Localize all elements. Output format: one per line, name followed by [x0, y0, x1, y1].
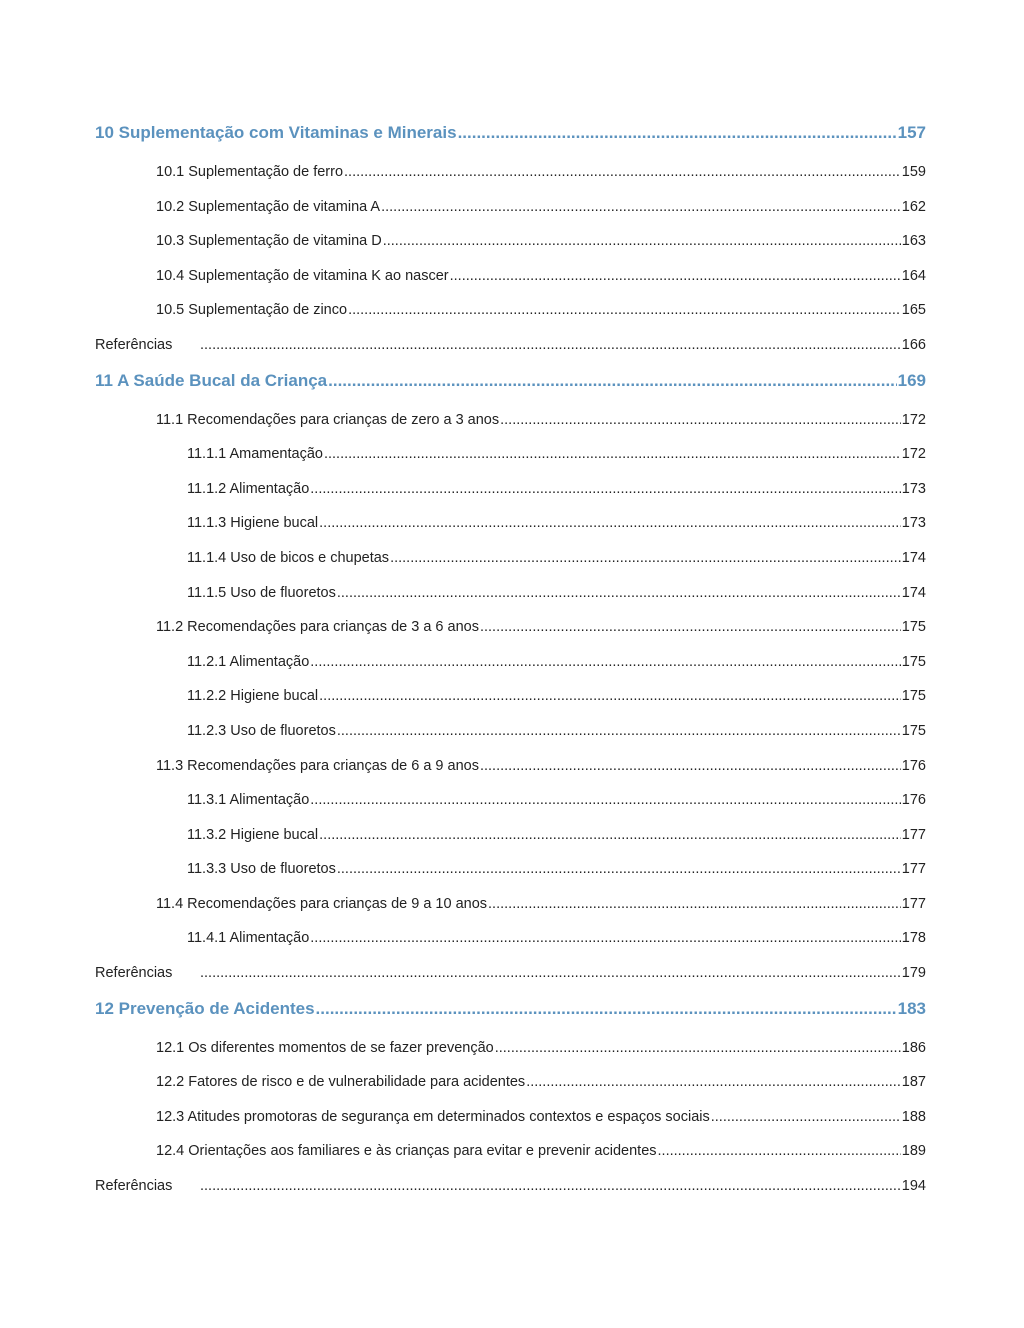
toc-entry[interactable]	[95, 679, 926, 714]
toc-chapter-heading[interactable]	[95, 992, 926, 1026]
toc-entry-title: 11.3 Recomendações para crianças de 6 a 9 anos	[156, 757, 479, 774]
toc-page-number: 176	[901, 792, 926, 809]
toc-entry[interactable]	[95, 403, 926, 438]
toc-entry[interactable]	[95, 921, 926, 956]
dot-leader	[310, 921, 901, 956]
toc-page-number: 186	[901, 1039, 926, 1056]
toc-page-number: 173	[901, 515, 926, 532]
toc-page-number: 169	[897, 370, 926, 390]
dot-leader	[200, 1169, 901, 1204]
toc-page-number: 172	[901, 446, 926, 463]
toc-page-number: 187	[901, 1074, 926, 1091]
dot-leader	[310, 472, 901, 507]
toc-page-number: 175	[901, 619, 926, 636]
toc-entry-title: 11.1.3 Higiene bucal	[187, 515, 319, 532]
toc-entry-title: 11.2 Recomendações para crianças de 3 a 6 anos	[156, 619, 479, 636]
toc-page-number: 188	[901, 1108, 926, 1125]
toc-entry-title: Referências	[95, 336, 173, 353]
toc-entry[interactable]	[95, 155, 926, 190]
toc-page-number: 174	[901, 549, 926, 566]
toc-entry[interactable]	[95, 293, 926, 328]
toc-page-number: 164	[901, 267, 926, 284]
toc-page-number: 178	[901, 930, 926, 947]
toc-entry-title: 10.3 Suplementação de vitamina D	[156, 233, 382, 250]
dot-leader	[337, 576, 901, 611]
dot-leader	[200, 956, 901, 991]
toc-entry-title: 11.1.1 Amamentação	[187, 446, 323, 463]
dot-leader	[337, 714, 901, 749]
toc-entry[interactable]	[95, 818, 926, 853]
toc-entry-title: 11.3.3 Uso de fluoretos	[187, 861, 336, 878]
toc-entry[interactable]	[95, 852, 926, 887]
toc-chapter-heading[interactable]	[95, 116, 926, 150]
toc-page-number: 183	[897, 998, 926, 1018]
toc-entry-title: 11.1.5 Uso de fluoretos	[187, 584, 336, 601]
toc-entry-title: 10.5 Suplementação de zinco	[156, 302, 348, 319]
dot-leader	[480, 610, 901, 645]
toc-page-number: 174	[901, 584, 926, 601]
toc-entry-title: 11.2.3 Uso de fluoretos	[187, 722, 336, 739]
dot-leader	[458, 116, 897, 150]
toc-entry-title: Referências	[95, 965, 173, 982]
toc-page-number: 177	[901, 895, 926, 912]
toc-entry-title: 10 Suplementação com Vitaminas e Minerais	[95, 123, 457, 142]
toc-entry[interactable]	[95, 576, 926, 611]
dot-leader	[381, 190, 901, 225]
toc-entry-title: 12.1 Os diferentes momentos de se fazer prevenção	[156, 1039, 494, 1056]
toc-page-number: 157	[897, 123, 926, 142]
toc-page-number: 177	[901, 861, 926, 878]
toc-entry-title: 10.2 Suplementação de vitamina A	[156, 198, 381, 215]
toc-entry-title: 11.1.2 Alimentação	[187, 480, 310, 497]
toc-page-number: 176	[901, 757, 926, 774]
toc-entry-title: 11.4 Recomendações para crianças de 9 a 10 anos	[156, 895, 488, 912]
toc-entry[interactable]	[95, 1065, 926, 1100]
toc-entry[interactable]	[95, 259, 926, 294]
toc-entry-title: 11.1 Recomendações para crianças de zero a 3 anos	[156, 411, 500, 428]
toc-page-number: 175	[901, 653, 926, 670]
toc-entry-title: 11.2.1 Alimentação	[187, 653, 310, 670]
toc-entry-title: 11 A Saúde Bucal da Criança	[95, 370, 328, 390]
dot-leader	[310, 645, 901, 680]
toc-entry[interactable]	[95, 1134, 926, 1169]
toc-entry-title: 12.4 Orientações aos familiares e às crianças para evitar e prevenir acidentes	[156, 1143, 657, 1160]
toc-page-number: 175	[901, 722, 926, 739]
toc-entry-title: 10.1 Suplementação de ferro	[156, 164, 344, 180]
dot-leader	[328, 364, 897, 398]
toc-page-number: 172	[901, 411, 926, 428]
toc-entry[interactable]	[95, 224, 926, 259]
dot-leader	[319, 679, 901, 714]
table-of-contents	[95, 116, 926, 1205]
toc-page-number: 163	[901, 233, 926, 250]
toc-entry-title: 11.3.1 Alimentação	[187, 792, 310, 809]
toc-entry-title: Referências	[95, 1178, 173, 1195]
toc-references-entry[interactable]	[95, 1169, 926, 1204]
dot-leader	[526, 1065, 901, 1100]
dot-leader	[319, 506, 901, 541]
toc-page-number: 194	[901, 1178, 926, 1195]
dot-leader	[500, 403, 901, 438]
dot-leader	[390, 541, 901, 576]
dot-leader	[495, 1031, 901, 1066]
toc-entry[interactable]	[95, 541, 926, 576]
toc-entry[interactable]	[95, 190, 926, 225]
toc-page-number: 189	[901, 1143, 926, 1160]
toc-entry[interactable]	[95, 783, 926, 818]
dot-leader	[480, 749, 901, 784]
toc-entry-title: 12.3 Atitudes promotoras de segurança em determinados contextos e espaços sociais	[156, 1108, 710, 1125]
dot-leader	[316, 992, 897, 1026]
dot-leader	[658, 1134, 901, 1169]
dot-leader	[711, 1100, 901, 1135]
toc-page-number: 175	[901, 688, 926, 705]
toc-entry[interactable]	[95, 1100, 926, 1135]
toc-references-entry[interactable]	[95, 956, 926, 991]
toc-page-number: 179	[901, 965, 926, 982]
toc-entry[interactable]	[95, 610, 926, 645]
toc-entry-title: 10.4 Suplementação de vitamina K ao nascer	[156, 267, 449, 284]
toc-entry[interactable]	[95, 645, 926, 680]
toc-page-number: 165	[901, 302, 926, 319]
toc-entry-title: 12.2 Fatores de risco e de vulnerabilidade para acidentes	[156, 1074, 526, 1091]
toc-page-number: 159	[901, 164, 926, 180]
dot-leader	[337, 852, 901, 887]
toc-page-number: 173	[901, 480, 926, 497]
toc-references-entry[interactable]	[95, 328, 926, 363]
dot-leader	[383, 224, 901, 259]
toc-chapter-heading[interactable]	[95, 364, 926, 398]
toc-entry-title: 11.3.2 Higiene bucal	[187, 826, 319, 843]
toc-entry-title: 11.1.4 Uso de bicos e chupetas	[187, 549, 390, 566]
dot-leader	[324, 437, 901, 472]
dot-leader	[348, 293, 901, 328]
toc-entry[interactable]	[95, 506, 926, 541]
toc-entry[interactable]	[95, 714, 926, 749]
toc-entry-title: 11.4.1 Alimentação	[187, 930, 310, 947]
dot-leader	[200, 328, 901, 363]
dot-leader	[310, 783, 901, 818]
toc-entry[interactable]	[95, 472, 926, 507]
dot-leader	[488, 887, 901, 922]
toc-entry[interactable]	[95, 887, 926, 922]
toc-entry[interactable]	[95, 749, 926, 784]
dot-leader	[319, 818, 901, 853]
toc-page-number: 162	[901, 198, 926, 215]
toc-page-number: 166	[901, 336, 926, 353]
toc-entry[interactable]	[95, 437, 926, 472]
dot-leader	[344, 155, 901, 190]
toc-entry[interactable]	[95, 1031, 926, 1066]
toc-page-number: 177	[901, 826, 926, 843]
toc-entry-title: 11.2.2 Higiene bucal	[187, 688, 319, 705]
toc-entry-title: 12 Prevenção de Acidentes	[95, 998, 315, 1018]
dot-leader	[450, 259, 901, 294]
